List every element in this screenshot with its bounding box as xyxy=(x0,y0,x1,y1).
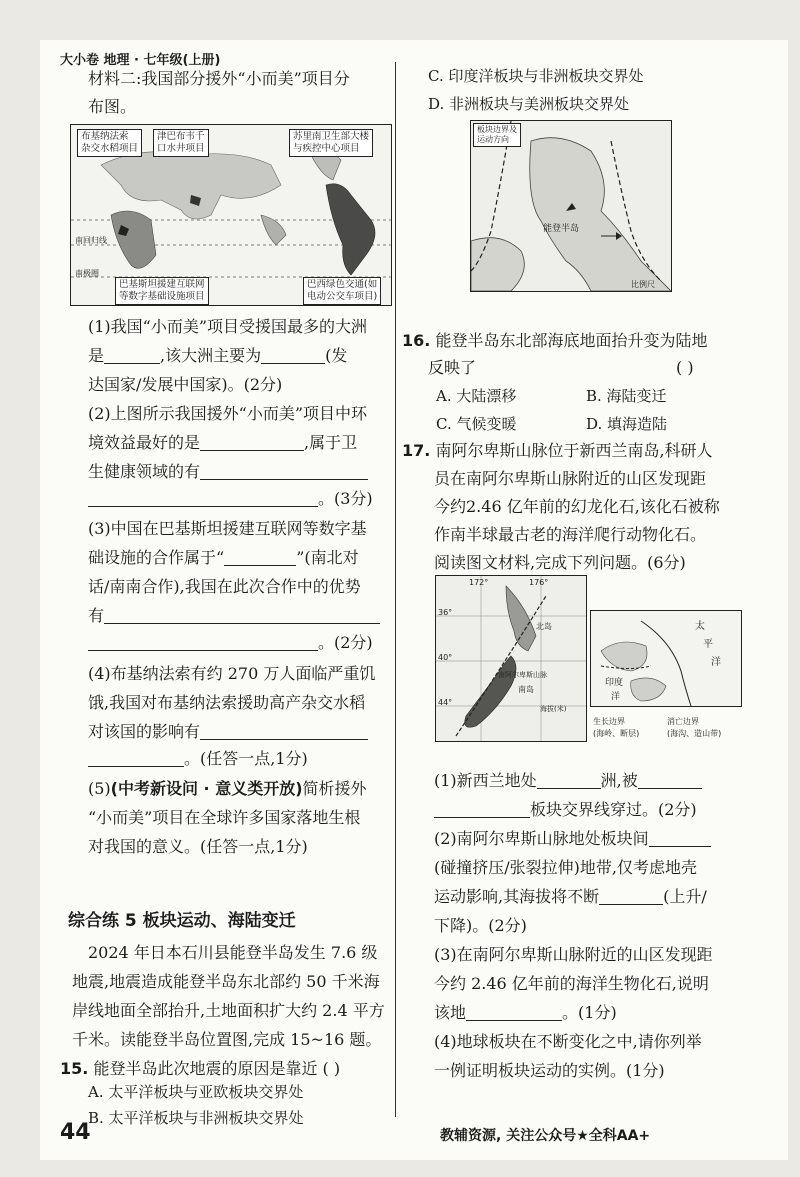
q4-line1: (4)布基纳法索有约 270 万人面临严重饥 xyxy=(88,664,376,683)
plate-map-indian: 印度 xyxy=(605,678,624,688)
map-label-suriname-line1: 苏里南卫生部大楼 xyxy=(293,131,370,142)
q4-line2: 饿,我国对布基纳法索援助高产杂交水稻 xyxy=(88,693,366,712)
section-title: 综合练 5 板块运动、海陆变迁 xyxy=(68,911,296,931)
nz-elevation-legend-title: 海拔(米) xyxy=(540,705,567,713)
q17-3-score: 。(1分) xyxy=(562,1003,617,1022)
q2-blank-health-1[interactable] xyxy=(200,463,368,480)
q4-score: 。(任答一点,1分) xyxy=(184,749,308,768)
legend-die-line2: (海沟、造山带) xyxy=(667,729,722,738)
map-label-suriname-line2: 与疾控中心项目 xyxy=(293,143,360,154)
intro-line2: 地震,地震造成能登半岛东北部约 50 千米海 xyxy=(72,972,380,991)
q17-stem-line1 xyxy=(402,436,713,465)
legend-die-line1: 消亡边界 xyxy=(667,717,699,726)
plate-map-pacific-1: 太 xyxy=(695,621,705,632)
q3-line4 xyxy=(88,601,380,630)
q17-2-blank-elevation[interactable] xyxy=(599,888,663,905)
q2-line2 xyxy=(88,428,357,457)
q15-option-b[interactable]: B. 太平洋板块与非洲板块交界处 xyxy=(88,1109,304,1127)
plate-boundary-map xyxy=(590,610,742,707)
q17-3-blank-conclusion[interactable] xyxy=(466,1004,562,1021)
q16-option-a[interactable]: A. 大陆漂移 xyxy=(436,387,517,405)
q17-4-line1: (4)地球板块在不断变化之中,请你列举 xyxy=(434,1032,702,1051)
q1-line2 xyxy=(88,341,347,370)
q17-stem-line5: 阅读图文材料,完成下列问题。(6分) xyxy=(434,553,686,572)
nz-lat-36: 36° xyxy=(438,608,453,617)
q17-number: 17. xyxy=(402,441,431,460)
intro-line4: 千米。读能登半岛位置图,完成 15~16 题。 xyxy=(72,1030,382,1049)
q16-option-b[interactable]: B. 海陆变迁 xyxy=(586,387,667,405)
q17-3-line1: (3)在南阿尔卑斯山脉附近的山区发现距 xyxy=(434,945,713,964)
column-divider xyxy=(395,62,396,1117)
new-zealand-map xyxy=(435,575,587,742)
page-header: 大小卷 地理 · 七年级(上册) xyxy=(60,53,221,68)
q17-2-line3 xyxy=(434,882,707,911)
q17-3-line2: 今约 2.46 亿年前的海洋生物化石,说明 xyxy=(434,974,709,993)
q2-blank-environment[interactable] xyxy=(200,434,304,451)
q4-line4 xyxy=(88,744,308,773)
q17-2-blank-zone[interactable] xyxy=(649,830,711,847)
q4-blank-impact-2[interactable] xyxy=(88,750,184,767)
q3-line5 xyxy=(88,628,373,657)
material-two-line1: 材料二:我国部分援外“小而美”项目分 xyxy=(88,69,350,88)
map-label-zimbabwe-line2: 口水井项目 xyxy=(157,143,205,154)
q3-line3: 话/南南合作),我国在此次合作中的优势 xyxy=(88,577,361,596)
intro-line1: 2024 年日本石川县能登半岛发生 7.6 级 xyxy=(88,943,378,962)
q5-number: (5) xyxy=(88,779,111,798)
nz-north-island-label: 北岛 xyxy=(536,622,552,631)
nz-south-island-label: 南岛 xyxy=(518,685,534,694)
q15-option-c[interactable]: C. 印度洋板块与非洲板块交界处 xyxy=(428,67,644,85)
q5-line1 xyxy=(88,774,367,803)
q3-text-b: ”(南北对 xyxy=(296,548,359,567)
q3-blank-cooperation[interactable] xyxy=(224,549,296,566)
q16-answer-paren[interactable]: ( ) xyxy=(676,358,694,377)
q17-1-blank-plate-1[interactable] xyxy=(638,772,702,789)
map-label-pakistan-line1: 巴基斯坦援建互联网 xyxy=(119,279,205,290)
world-map-figure xyxy=(70,124,392,306)
noto-scale-label: 比例尺 xyxy=(631,280,655,289)
material-two-line2: 布图。 xyxy=(88,97,137,116)
noto-place-label: 能登半岛 xyxy=(543,224,580,234)
q2-text-a: 境效益最好的是 xyxy=(88,433,201,452)
q2-line3 xyxy=(88,457,368,486)
q3-blank-advantage-1[interactable] xyxy=(104,607,380,624)
map-label-brazil xyxy=(303,277,381,305)
q3-score: 。(2分) xyxy=(318,633,373,652)
q17-1-text-b: 洲,被 xyxy=(600,771,638,790)
q17-4-line2: 一例证明板块运动的实例。(1分) xyxy=(434,1061,665,1080)
map-label-burkina-line2: 杂交水稻项目 xyxy=(81,143,139,154)
q16-stem-line1 xyxy=(402,326,707,355)
q5-tag: (中考新设问 · 意义类开放) xyxy=(110,779,303,798)
q17-stem-line3: 今约2.46 亿年前的幻龙化石,该化石被称 xyxy=(434,497,720,516)
q4-text-a: 对该国的影响有 xyxy=(88,722,201,741)
q16-option-c[interactable]: C. 气候变暖 xyxy=(436,415,517,433)
q17-2-line2: (碰撞挤压/张裂拉伸)地带,仅考虑地壳 xyxy=(434,858,697,877)
q4-blank-impact-1[interactable] xyxy=(200,723,368,740)
q17-2-line1 xyxy=(434,824,711,853)
q3-text-c: 有 xyxy=(88,606,105,625)
q5-line3: 对我国的意义。(任答一点,1分) xyxy=(88,837,308,856)
q16-number: 16. xyxy=(402,331,431,350)
q3-line1: (3)中国在巴基斯坦援建互联网等数字基 xyxy=(88,519,367,538)
q2-line4 xyxy=(88,484,373,513)
q15-option-d[interactable]: D. 非洲板块与美洲板块交界处 xyxy=(428,95,630,113)
map-label-tropic-capricorn: 南回归线 xyxy=(75,236,107,245)
q16-option-d[interactable]: D. 填海造陆 xyxy=(586,415,668,433)
q17-3-line3 xyxy=(434,998,617,1027)
q3-line2 xyxy=(88,543,359,572)
map-label-brazil-line1: 巴西绿色交通(如 xyxy=(307,279,378,290)
page-number: 44 xyxy=(60,1120,91,1145)
map-label-suriname xyxy=(289,129,373,157)
map-label-brazil-line2: 电动公交车项目) xyxy=(307,291,378,302)
q1-line3: 达国家/发展中国家)。(2分) xyxy=(88,375,283,394)
q17-2-text-c: (上升/ xyxy=(663,887,707,906)
q1-blank-continent[interactable] xyxy=(104,347,160,364)
legend-grow-line1: 生长边界 xyxy=(593,717,625,726)
nz-lat-40: 40° xyxy=(438,653,453,662)
q2-text-c: 生健康领域的有 xyxy=(88,462,201,481)
noto-legend-line2: 运动方向 xyxy=(477,135,509,144)
q5-text-a: 简析援外 xyxy=(302,779,367,798)
map-label-zimbabwe-line1: 津巴布韦千 xyxy=(157,131,205,142)
q17-2-line4: 下降)。(2分) xyxy=(434,916,527,935)
noto-peninsula-map xyxy=(470,120,672,292)
nz-lat-44: 44° xyxy=(438,698,453,707)
q1-text-c: (发 xyxy=(325,346,348,365)
plate-map-pacific-3: 洋 xyxy=(711,657,721,668)
q17-text: 南阿尔卑斯山脉位于新西兰南岛,科研人 xyxy=(435,441,713,460)
q15-number: 15. xyxy=(60,1059,89,1078)
plate-map-ocean: 洋 xyxy=(611,692,621,702)
nz-lon-172: 172° xyxy=(469,578,489,587)
q3-text-a: 础设施的合作属于“ xyxy=(88,548,225,567)
q17-1-blank-continent[interactable] xyxy=(537,772,601,789)
q17-1-line2 xyxy=(434,795,697,824)
intro-line3: 岸线地面全部抬升,土地面积扩大约 2.4 平方 xyxy=(72,1001,385,1020)
map-label-zimbabwe xyxy=(153,129,209,157)
q3-blank-advantage-2[interactable] xyxy=(88,634,318,651)
q15-option-a[interactable]: A. 太平洋板块与亚欧板块交界处 xyxy=(88,1083,304,1101)
q17-2-text-b: 运动影响,其海拔将不断 xyxy=(434,887,600,906)
q1-blank-country-type[interactable] xyxy=(261,347,325,364)
q2-score: 。(3分) xyxy=(318,489,373,508)
q16-text: 能登半岛东北部海底地面抬升变为陆地 xyxy=(435,331,708,350)
q17-1-score: 板块交界线穿过。(2分) xyxy=(530,800,697,819)
q15-text: 能登半岛此次地震的原因是靠近 ( ) xyxy=(93,1059,341,1078)
q2-line1: (2)上图所示我国援外“小而美”项目中环 xyxy=(88,404,368,423)
map-label-pakistan-line2: 等数字基础设施项目 xyxy=(119,291,205,302)
map-label-burkina-line1: 布基纳法索 xyxy=(81,131,129,142)
q1-text-b: ,该大洲主要为 xyxy=(160,346,262,365)
q5-line2: “小而美”项目在全球许多国家落地生根 xyxy=(88,808,361,827)
q17-1-blank-plate-2[interactable] xyxy=(434,801,530,818)
map-label-pakistan xyxy=(115,277,209,305)
nz-mountains-label: 南阿尔卑斯山脉 xyxy=(498,671,547,679)
map-label-antarctic-circle: 南极圈 xyxy=(75,269,99,278)
map-label-burkina xyxy=(77,129,142,157)
q4-line3 xyxy=(88,717,368,746)
nz-lon-176: 176° xyxy=(529,578,549,587)
q17-1-line1 xyxy=(434,766,702,795)
q16-stem-line2: 反映了 xyxy=(428,358,477,377)
q17-3-text-a: 该地 xyxy=(434,1003,467,1022)
q17-2-text-a: (2)南阿尔卑斯山脉地处板块间 xyxy=(434,829,649,848)
q2-blank-health-2[interactable] xyxy=(88,490,318,507)
plate-map-pacific-2: 平 xyxy=(703,639,713,650)
noto-map-legend xyxy=(473,123,521,147)
legend-grow-line2: (海岭、断层) xyxy=(593,729,640,738)
q17-stem-line2: 员在南阿尔卑斯山脉附近的山区发现距 xyxy=(434,469,707,488)
q17-1-text-a: (1)新西兰地处 xyxy=(434,771,537,790)
noto-legend-line1: 板块边界及 xyxy=(477,125,517,134)
q17-stem-line4: 作南半球最古老的海洋爬行动物化石。 xyxy=(434,525,707,544)
nz-map-drawing xyxy=(436,576,586,741)
q2-text-b: ,属于卫 xyxy=(304,433,358,452)
q1-line1: (1)我国“小而美”项目受援国最多的大洲 xyxy=(88,317,368,336)
footer-promo: 教辅资源, 关注公众号★全科AA+ xyxy=(440,1128,651,1144)
q1-text-a: 是 xyxy=(88,346,105,365)
